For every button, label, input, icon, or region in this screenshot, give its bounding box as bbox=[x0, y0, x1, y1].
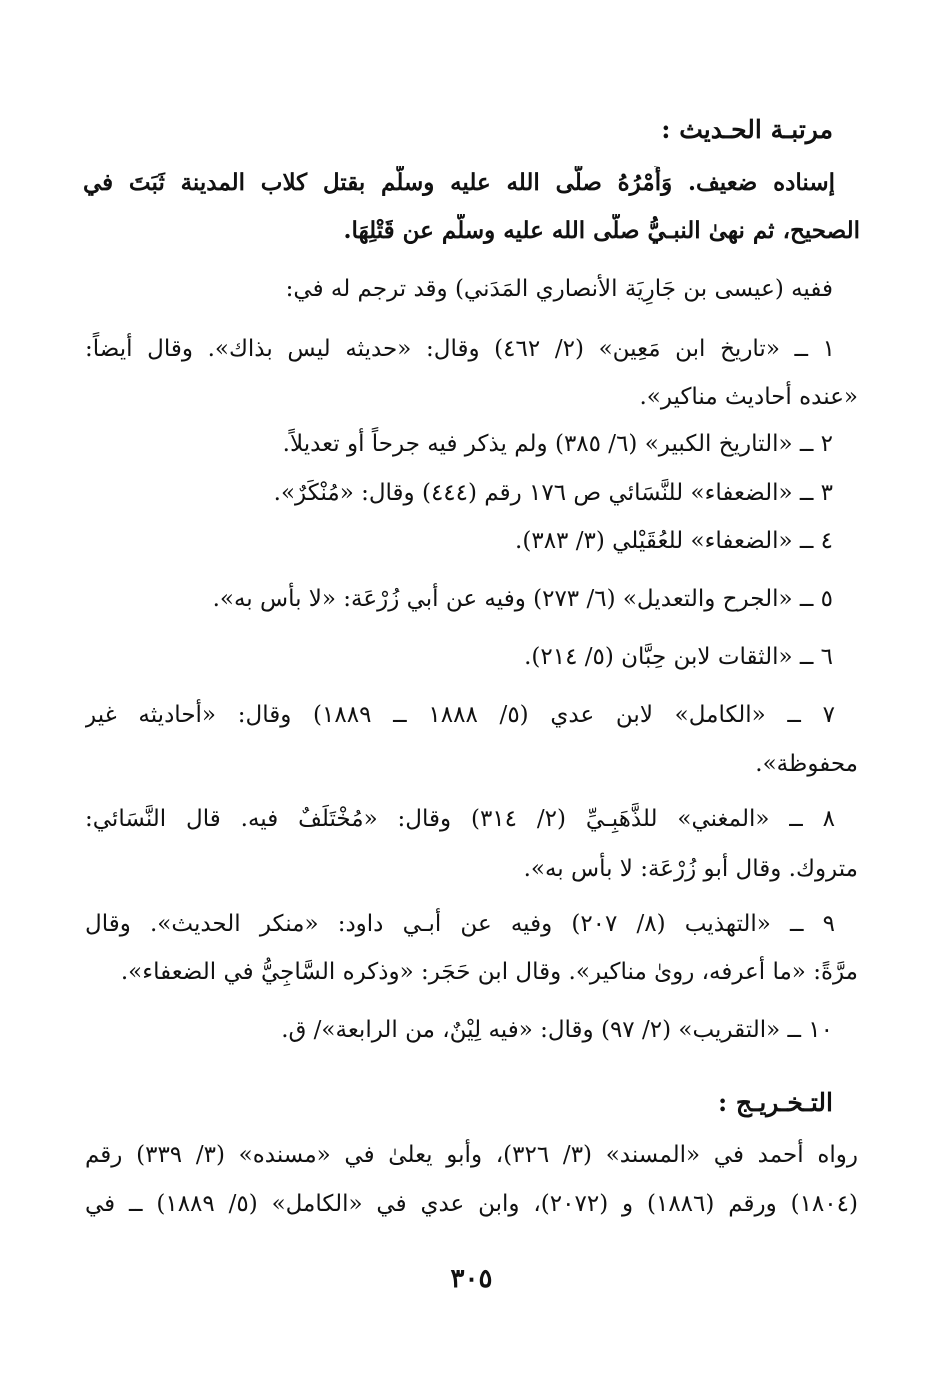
list-item-line: ٥ ــ «الجرح والتعديل» (٦/ ٢٧٣) وفيه عن أبي زُرْعَة: «لا بأس به». bbox=[212, 586, 833, 612]
list-item-line: ٢ ــ «التاريخ الكبير» (٦/ ٣٨٥) ولم يذكر فيه جرحاً أو تعديلاً. bbox=[282, 431, 833, 457]
list-item-line: متروك. وقال أبو زُرْعَة: لا بأس به». bbox=[523, 856, 858, 882]
list-item-line: مرَّةً: «ما أعرفه، روىٰ مناكير». وقال ابن حَجَر: «وذكره السَّاجِيُّ في الضعفاء». bbox=[120, 959, 858, 985]
paragraph-line: الصحيح، ثم نهىٰ النبـيُّ صلَّى الله عليه وسلَّم عن قَتْلِهَا. bbox=[343, 217, 860, 244]
paragraph-line: إسناده ضعيف. وَأَمْرُهُ صلَّى الله عليه وسلَّم بقتل كلاب المدينة ثَبَتَ في bbox=[83, 169, 835, 196]
section-heading-takhrij: التـخـريـج : bbox=[717, 1088, 833, 1117]
list-item-line: ١ ــ «تاريخ ابن مَعِين» (٢/ ٤٦٢) وقال: «حديثه ليس بذاك». وقال أيضاً: bbox=[85, 336, 835, 362]
paragraph-line: رواه أحمد في «المسند» (٣/ ٣٢٦)، وأبو يعلىٰ في «مسنده» (٣/ ٣٣٩) رقم bbox=[85, 1142, 858, 1168]
page-number: ٣٠٥ bbox=[450, 1264, 493, 1294]
list-item-line: ٧ ــ «الكامل» لابن عدي (٥/ ١٨٨٨ ــ ١٨٨٩) وقال: «أحاديثه غير bbox=[85, 702, 835, 728]
list-item-line: ٩ ــ «التهذيب (٨/ ٢٠٧) وفيه عن أبـي داود: «منكر الحديث». وقال bbox=[85, 911, 835, 937]
list-item-line: ١٠ ــ «التقريب» (٢/ ٩٧) وقال: «فيه لِيْنٌ، من الرابعة»/ ق. bbox=[281, 1017, 833, 1043]
list-item-line: محفوظة». bbox=[755, 751, 858, 777]
intro-line: ففيه (عيسى بن جَارِيَة الأنصاري المَدَني) وقد ترجم له في: bbox=[285, 276, 833, 302]
paragraph-line: (١٨٠٤) ورقم (١٨٨٦) و (٢٠٧٢)، وابن عدي في «الكامل» (٥/ ١٨٨٩) ــ في bbox=[85, 1191, 858, 1217]
list-item-line: «عنده أحاديث مناكير». bbox=[639, 384, 858, 410]
list-item-line: ٣ ــ «الضعفاء» للنَّسَائي ص ١٧٦ رقم (٤٤٤) وقال: «مُنْكَرٌ». bbox=[273, 480, 833, 506]
list-item-line: ٨ ــ «المغني» للذَّهَبِـيِّ (٢/ ٣١٤) وقال: «مُخْتَلَفٌ فيه. قال النَّسَائي: bbox=[85, 806, 835, 832]
list-item-line: ٤ ــ «الضعفاء» للعُقَيْلي (٣/ ٣٨٣). bbox=[515, 528, 833, 554]
section-heading-hadith-rank: مرتبـة الحـديث : bbox=[661, 115, 833, 144]
list-item-line: ٦ ــ «الثقات لابن حِبَّان (٥/ ٢١٤). bbox=[524, 644, 833, 670]
